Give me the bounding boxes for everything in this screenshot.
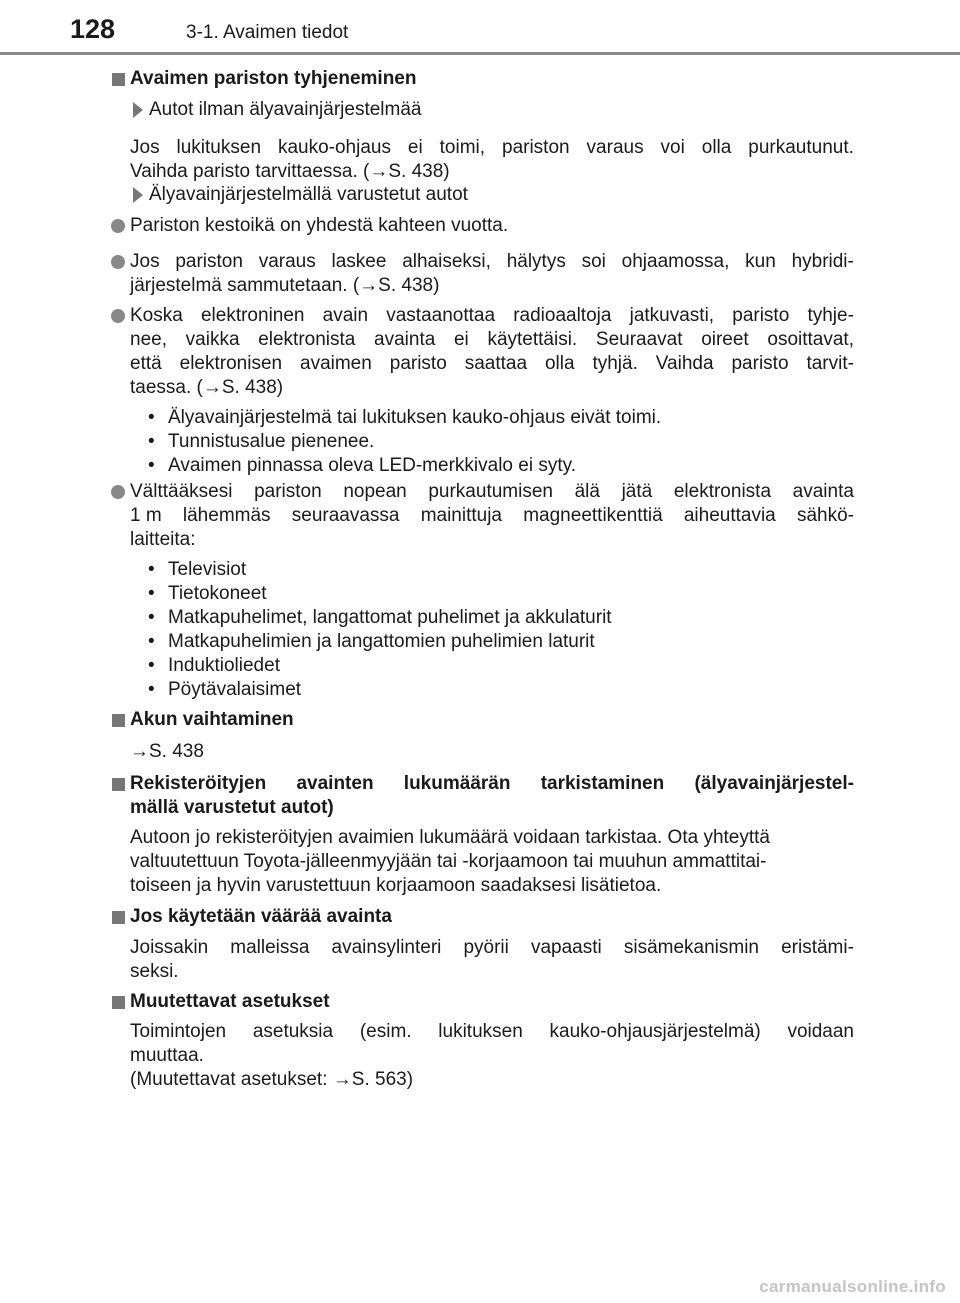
word: että [130, 353, 162, 374]
list-item: Televisiot [168, 559, 247, 580]
word: tyhjä. [592, 353, 638, 374]
paragraph-line: valtuutettuun Toyota-jälleenmyyjään tai -korjaamoon tai muuhun ammattitai- [130, 851, 767, 872]
subheading-no-smart-key: Autot ilman älyavainjärjestelmää [149, 99, 422, 120]
word: 1 m [130, 505, 162, 526]
justified-line [130, 250, 854, 274]
word: Välttääksesi [130, 481, 233, 502]
page-number: 128 [70, 14, 116, 44]
list-item: Matkapuhelimien ja langattomien puhelimien laturit [168, 631, 595, 652]
triangle-bullet-icon [133, 187, 143, 203]
word: malleissa [230, 937, 310, 958]
word: alhaiseksi, [402, 251, 491, 272]
word: sisämekanismin [623, 937, 759, 958]
word: nopean [343, 481, 407, 502]
word: osoittavat, [767, 329, 854, 350]
word: lähemmäs [182, 505, 271, 526]
word: radioaaltoja [513, 305, 612, 326]
paragraph-line: muuttaa. [130, 1045, 204, 1066]
bullet-text: laitteita: [130, 529, 196, 550]
triangle-bullet-icon [133, 102, 143, 118]
bullet-text [130, 480, 854, 504]
word: tyhje- [807, 305, 854, 326]
word: Rekisteröityjen [130, 773, 267, 794]
word: pariston [254, 481, 322, 502]
word: tarkistaminen [540, 773, 665, 794]
heading-battery-replacement: Akun vaihtaminen [130, 709, 294, 730]
word: elektronisen [179, 353, 283, 374]
word: hybridi- [791, 251, 854, 272]
paragraph-line: toiseen ja hyvin varustettuun korjaamoon saadaksesi lisätietoa. [130, 875, 662, 896]
section-square-icon [112, 73, 125, 86]
word: laskee [331, 251, 387, 272]
watermark: carmanualsonline.info [759, 1277, 946, 1296]
small-bullet: • [148, 679, 155, 700]
word: Jos [130, 251, 160, 272]
word: vapaasti [530, 937, 602, 958]
word: purkautunut. [748, 137, 854, 158]
bullet-text [130, 304, 854, 328]
list-item: Pöytävalaisimet [168, 679, 302, 700]
heading-custom-settings: Muutettavat asetukset [130, 991, 330, 1012]
word: vastaanottaa [386, 305, 496, 326]
word: pariston [502, 137, 570, 158]
word: avainsylinteri [331, 937, 442, 958]
small-bullet: • [148, 607, 155, 628]
justified-line [130, 352, 854, 376]
word: kauko-ohjausjärjestelmä) [549, 1021, 761, 1042]
list-item: Induktioliedet [168, 655, 280, 676]
paragraph-line: Vaihda paristo tarvittaessa. (→S. 438) [130, 161, 450, 182]
justified-line [130, 304, 854, 328]
word: Jos [130, 137, 160, 158]
heading-battery-depletion: Avaimen pariston tyhjeneminen [130, 68, 417, 89]
justified-line [130, 328, 854, 352]
word: jätä [621, 481, 653, 502]
justified-line [130, 936, 854, 960]
word: saattaa [464, 353, 528, 374]
word: lukituksen [176, 137, 262, 158]
page-header [0, 0, 960, 60]
list-item: Älyavainjärjestelmä tai lukituksen kauko-ohjaus eivät toimi. [168, 407, 662, 428]
justified-line [130, 136, 854, 160]
small-bullet: • [148, 455, 155, 476]
section-square-icon [112, 911, 125, 924]
word: Koska [130, 305, 183, 326]
small-bullet: • [148, 407, 155, 428]
subheading-smart-key: Älyavainjärjestelmällä varustetut autot [149, 184, 468, 205]
circle-bullet-icon [111, 309, 125, 323]
heading-wrong-key: Jos käytetään väärää avainta [130, 906, 392, 927]
word: kun [745, 251, 776, 272]
word: Seuraavat [595, 329, 683, 350]
word: olla [544, 353, 575, 374]
small-bullet: • [148, 631, 155, 652]
word: asetuksia [252, 1021, 334, 1042]
bullet-text: taessa. (→S. 438) [130, 377, 284, 398]
justified-line [130, 480, 854, 504]
word: avainten [296, 773, 374, 794]
section-square-icon [112, 778, 125, 791]
small-bullet: • [148, 431, 155, 452]
section-square-icon [112, 714, 125, 727]
word: purkautumisen [428, 481, 553, 502]
word: soi [581, 251, 606, 272]
word: paristo [732, 305, 790, 326]
word: älä [574, 481, 600, 502]
word: lukumäärän [403, 773, 511, 794]
paragraph-line [130, 136, 854, 160]
circle-bullet-icon [111, 255, 125, 269]
bullet-text: Pariston kestoikä on yhdestä kahteen vuotta. [130, 215, 509, 236]
section-title: 3-1. Avaimen tiedot [186, 22, 349, 43]
word: eristämi- [781, 937, 854, 958]
word: (älyavainjärjestel- [694, 773, 854, 794]
bullet-text [130, 328, 854, 352]
word: voidaan [787, 1021, 854, 1042]
word: (esim. [359, 1021, 412, 1042]
section-square-icon [112, 996, 125, 1009]
word: Toimintojen [130, 1021, 227, 1042]
word: paristo [731, 353, 789, 374]
paragraph-line [130, 1020, 854, 1044]
heading-key-count: mällä varustetut autot) [130, 797, 334, 818]
word: mainittuja [420, 505, 503, 526]
word: toimi, [439, 137, 486, 158]
small-bullet: • [148, 583, 155, 604]
word: avainta [792, 481, 854, 502]
word: Joissakin [130, 937, 209, 958]
bullet-text: järjestelmä sammutetaan. (→S. 438) [130, 275, 440, 296]
word: käytettäisi. [487, 329, 578, 350]
word: elektroninen [200, 305, 305, 326]
word: avainta [374, 329, 436, 350]
word: vaikka [185, 329, 240, 350]
word: paristo [389, 353, 447, 374]
bullet-text [130, 504, 854, 528]
word: voi [660, 137, 685, 158]
bullet-text [130, 352, 854, 376]
list-item: Tunnistusalue pienenee. [168, 431, 375, 452]
word: elektronista [258, 329, 356, 350]
paragraph-line: seksi. [130, 961, 179, 982]
word: avain [322, 305, 369, 326]
word: ohjaamossa, [621, 251, 730, 272]
word: magneettikenttiä [523, 505, 663, 526]
list-item: Matkapuhelimet, langattomat puhelimet ja akkulaturit [168, 607, 612, 628]
word: kauko-ohjaus [277, 137, 391, 158]
word: hälytys [506, 251, 566, 272]
heading-key-count [130, 772, 854, 796]
word: varaus [586, 137, 644, 158]
word: seuraavassa [291, 505, 400, 526]
circle-bullet-icon [111, 219, 125, 233]
paragraph-line: (Muutettavat asetukset: →S. 563) [130, 1069, 414, 1090]
word: tarvit- [806, 353, 854, 374]
page-reference: →S. 438 [130, 741, 204, 762]
bullet-text [130, 250, 854, 274]
list-item: Tietokoneet [168, 583, 267, 604]
word: pyörii [463, 937, 509, 958]
justified-line [130, 772, 854, 796]
word: avaimen [300, 353, 372, 374]
word: oireet [701, 329, 749, 350]
word: elektronista [673, 481, 772, 502]
word: ei [453, 329, 469, 350]
word: jatkuvasti, [629, 305, 715, 326]
word: pariston [175, 251, 243, 272]
word: varaus [258, 251, 316, 272]
justified-line [130, 1020, 854, 1044]
small-bullet: • [148, 655, 155, 676]
word: sähkö- [796, 505, 854, 526]
header-divider [0, 52, 960, 55]
word: aiheuttavia [683, 505, 776, 526]
justified-line [130, 504, 854, 528]
word: lukituksen [438, 1021, 523, 1042]
circle-bullet-icon [111, 485, 125, 499]
word: olla [701, 137, 732, 158]
list-item: Avaimen pinnassa oleva LED-merkkivalo ei syty. [168, 455, 576, 476]
paragraph-line [130, 936, 854, 960]
word: ei [407, 137, 423, 158]
paragraph-line: Autoon jo rekisteröityjen avaimien lukumäärä voidaan tarkistaa. Ota yhteyttä [130, 827, 770, 848]
word: nee, [130, 329, 167, 350]
word: Vaihda [655, 353, 714, 374]
small-bullet: • [148, 559, 155, 580]
